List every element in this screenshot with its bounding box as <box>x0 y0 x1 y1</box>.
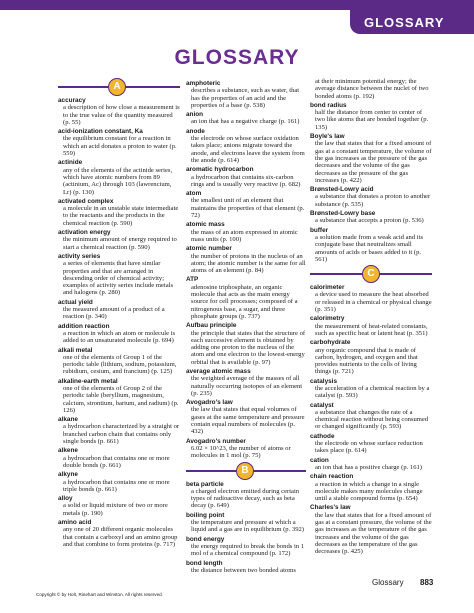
glossary-definition: the principle that states that the structure of each successive element is obtained by adding one proton to the nucleus of the atom and one electron to the lowest-energy orbital that is available (p. 97) <box>191 329 306 366</box>
glossary-term: atomic number <box>186 245 232 253</box>
glossary-entry <box>310 78 432 100</box>
glossary-entry <box>186 190 306 219</box>
glossary-entry <box>58 519 180 548</box>
glossary-term: bond radius <box>310 101 347 109</box>
glossary-column-2 <box>186 78 306 608</box>
glossary-entry <box>186 111 306 126</box>
glossary-definition: describes a substance, such as water, that has the properties of an acid and the properties of a base (p. 538) <box>191 87 300 109</box>
glossary-entry <box>58 97 180 126</box>
glossary-term: addition reaction <box>58 322 110 330</box>
section-letter-divider <box>58 78 180 94</box>
glossary-term: bond energy <box>186 535 225 543</box>
glossary-definition: adenosine triphosphate, an organic molecule that acts as the main energy source for cell processes; composed of a nitrogenous base, a sugar, and three phosphate groups (p. 737) <box>191 283 298 320</box>
glossary-definition: a hydrocarbon that contains six-carbon rings and is usually very reactive (p. 682) <box>191 173 301 188</box>
glossary-entry <box>186 512 306 534</box>
glossary-definition: a solution made from a weak acid and its conjugate base that neutralizes small amounts of acids or bases added to it (p. 561) <box>315 233 424 263</box>
glossary-definition: a charged electron emitted during certain types of radioactive decay, such as beta decay (p. 649) <box>191 487 300 510</box>
glossary-definition: the number of protons in the nucleus of an atom; the atomic number is the same for all atoms of an element (p. 84) <box>191 252 306 275</box>
glossary-term: alkane <box>58 416 78 424</box>
glossary-term: Brønsted-Lowry acid <box>310 186 374 194</box>
glossary-entry <box>186 166 306 188</box>
glossary-term: Aufbau principle <box>186 322 237 330</box>
glossary-definition: the distance between two bonded atoms <box>191 566 296 574</box>
glossary-entry <box>186 322 306 366</box>
glossary-term: atomic mass <box>186 221 225 229</box>
glossary-entry <box>58 159 180 195</box>
glossary-definition: an ion that has a negative charge (p. 161) <box>191 118 300 126</box>
glossary-term: activation energy <box>58 229 111 237</box>
glossary-entry <box>310 378 432 400</box>
glossary-entry <box>58 198 180 227</box>
glossary-entry <box>58 347 180 376</box>
glossary-entry <box>186 221 306 243</box>
glossary-entry <box>310 315 432 337</box>
glossary-term: activity series <box>58 252 101 260</box>
glossary-definition: a device used to measure the heat absorbed or released in a chemical or physical change (p. 351) <box>315 291 432 314</box>
glossary-definition: any one of 20 different organic molecules that contain a carboxyl and an amino group and that combine to form proteins (p. 717) <box>63 526 178 548</box>
glossary-entry <box>310 402 432 431</box>
glossary-definition: the acceleration of a chemical reaction by a catalyst (p. 593) <box>315 384 430 400</box>
glossary-term: ATP <box>186 276 199 284</box>
glossary-term: calorimetry <box>310 315 345 323</box>
glossary-term: Charles's law <box>310 504 351 512</box>
glossary-entry <box>310 457 432 472</box>
glossary-term: alloy <box>58 495 73 503</box>
glossary-definition: the equilibrium constant for a reaction in which an acid donates a proton to water (p. 559) <box>63 135 177 158</box>
glossary-definition: a reaction in which a change in a single molecule makes many molecules change until a stable compound forms (p. 654) <box>315 480 423 503</box>
glossary-term: atom <box>186 190 202 198</box>
glossary-definition: the weighted average of the masses of all naturally occurring isotopes of an element (p. 235) <box>191 375 303 397</box>
header-tab: GLOSSARY <box>350 10 474 34</box>
glossary-term: catalyst <box>310 401 334 409</box>
glossary-definition: the measured amount of a product of a reaction (p. 340) <box>63 306 165 321</box>
glossary-definition: a substance that changes the rate of a chemical reaction without being consumed or changed significantly (p. 593) <box>315 408 429 431</box>
glossary-definition: a hydrocarbon that contains one or more double bonds (p. 661) <box>63 454 170 469</box>
glossary-term: alkali metal <box>58 346 93 354</box>
glossary-definition: a molecule in an unstable state intermediate to the reactants and the products in the chemical reaction (p. 590) <box>63 205 179 227</box>
glossary-entry <box>186 368 306 397</box>
glossary-definition: the measurement of heat-related constants, such as specific heat or latent heat (p. 351) <box>315 322 428 337</box>
glossary-entry <box>186 245 306 274</box>
glossary-term: activated complex <box>58 197 114 205</box>
glossary-term: acid-ionization constant, Ka <box>58 128 143 136</box>
section-letter-divider <box>310 265 432 281</box>
glossary-definition: any organic compound that is made of carbon, hydrogen, and oxygen and that provides nutrients to the cells of living things (p. 721) <box>315 346 418 376</box>
glossary-term: Avogadro's law <box>186 399 233 407</box>
glossary-definition: a hydrocarbon that contains one or more triple bonds (p. 661) <box>63 478 170 493</box>
glossary-entry <box>58 229 180 251</box>
glossary-term: cation <box>310 456 329 464</box>
glossary-definition: 6.02 × 10^23, the number of atoms or molecules in 1 mol (p. 75) <box>191 444 291 460</box>
section-letter-badge: B <box>236 462 254 480</box>
glossary-entry <box>58 128 180 157</box>
glossary-term: accuracy <box>58 97 86 104</box>
glossary-term: chain reaction <box>310 473 354 481</box>
page-title: GLOSSARY <box>174 46 300 69</box>
glossary-definition: the law that states that for a fixed amount of gas at a constant pressure, the volume of the gas increases as the temperature of the gas increases and the volume of the gas decreases as the temperature of the gas decreases (p. 425) <box>315 511 432 556</box>
glossary-entry <box>310 284 432 313</box>
copyright-notice: Copyright © by Holt, Rinehart and Winston. All rights reserved. <box>36 592 163 597</box>
glossary-entry <box>310 504 432 555</box>
glossary-term: bond length <box>186 559 223 567</box>
glossary-term: amino acid <box>58 519 92 527</box>
glossary-entry <box>186 128 306 164</box>
glossary-entry <box>310 210 432 225</box>
glossary-definition: a hydrocarbon characterized by a straight or branched carbon chain that contains only single bonds (p. 661) <box>63 423 180 446</box>
section-letter-badge: C <box>362 265 380 283</box>
page-number: 883 <box>420 578 434 587</box>
glossary-term: cathode <box>310 432 335 440</box>
glossary-term: Boyle's law <box>310 133 345 141</box>
glossary-entry <box>186 80 306 109</box>
top-accent-bar <box>0 0 474 10</box>
glossary-entry <box>58 299 180 321</box>
section-letter-divider <box>186 462 306 478</box>
glossary-entry <box>58 378 180 414</box>
glossary-definition: a substance that accepts a proton (p. 536) <box>315 217 424 225</box>
glossary-definition: any of the elements of the actinide series, which have atomic numbers from 89 (actinium, Ac) through 103 (lawrencium, Lr) (p. 130) <box>63 166 173 196</box>
glossary-definition: a solid or liquid mixture of two or more metals (p. 190) <box>63 502 168 517</box>
glossary-term: catalysis <box>310 377 338 385</box>
glossary-term: Brønsted-Lowry base <box>310 210 376 218</box>
glossary-term: anion <box>186 111 204 119</box>
glossary-definition: one of the elements of Group 2 of the periodic table (beryllium, magnesium, calcium, strontium, barium, and radium) (p. 126) <box>63 384 179 414</box>
glossary-term: buffer <box>310 226 329 234</box>
glossary-entry <box>58 447 180 469</box>
glossary-entry <box>310 339 432 375</box>
glossary-term: alkyne <box>58 471 78 479</box>
glossary-entry <box>186 481 306 510</box>
footer-label: Glossary <box>372 578 404 587</box>
glossary-definition: the minimum amount of energy required to start a chemical reaction (p. 590) <box>63 236 177 251</box>
glossary-term: aromatic hydrocarbon <box>186 166 254 174</box>
glossary-term: average atomic mass <box>186 367 251 375</box>
section-letter-badge: A <box>108 78 126 96</box>
glossary-term: carbohydrate <box>310 339 351 347</box>
glossary-entry <box>58 253 180 297</box>
glossary-column-1 <box>58 76 180 606</box>
glossary-entry <box>186 276 306 320</box>
glossary-entry <box>310 133 432 184</box>
glossary-term: Avogadro's number <box>186 437 246 445</box>
glossary-term: alkene <box>58 447 78 455</box>
glossary-entry <box>310 473 432 502</box>
glossary-definition: a substance that donates a proton to another substance (p. 535) <box>315 193 431 208</box>
glossary-definition: the law that states that for a fixed amount of gas at a constant temperature, the volume of the gas increases as the pressure of the gas decreases and the volume of the gas decreases as the pressure of the gas increases (p. 422) <box>315 140 432 184</box>
glossary-entry <box>58 495 180 517</box>
glossary-definition: the electrode on whose surface oxidation takes place; anions migrate toward the anode, and electrons leave the system from the anode (p. 614) <box>191 135 305 164</box>
glossary-definition: the temperature and pressure at which a liquid and a gas are in equilibrium (p. 392) <box>191 519 304 534</box>
glossary-term: calorimeter <box>310 284 345 292</box>
glossary-entry <box>310 102 432 131</box>
glossary-definition: the mass of an atom expressed in atomic mass units (p. 100) <box>191 228 298 243</box>
glossary-definition: the smallest unit of an element that maintains the properties of that element (p. 72) <box>191 197 305 220</box>
glossary-entry <box>58 471 180 493</box>
glossary-entry <box>186 560 306 575</box>
glossary-definition: the electrode on whose surface reduction takes place (p. 614) <box>315 440 423 455</box>
glossary-term: boiling point <box>186 511 225 519</box>
glossary-entry <box>58 323 180 345</box>
glossary-term: actinide <box>58 159 83 167</box>
glossary-definition: the energy required to break the bonds in 1 mol of a chemical compound (p. 172) <box>191 542 305 558</box>
glossary-definition: the law that states that equal volumes of gases at the same temperature and pressure contain equal numbers of molecules (p. 432) <box>191 406 305 436</box>
glossary-term: alkaline-earth metal <box>58 377 118 385</box>
glossary-definition: one of the elements of Group 1 of the periodic table (lithium, sodium, potassium, rubidium, cesium, and francium) (p. 125) <box>63 353 177 376</box>
glossary-term: amphoteric <box>186 80 221 87</box>
glossary-term: anode <box>186 127 205 135</box>
glossary-definition: a reaction in which an atom or molecule is added to an unsaturated molecule (p. 694) <box>63 329 176 345</box>
glossary-term: actual yield <box>58 298 93 306</box>
glossary-term: beta particle <box>186 480 224 488</box>
glossary-entry <box>186 536 306 558</box>
glossary-entry <box>58 416 180 445</box>
glossary-entry <box>310 433 432 455</box>
glossary-definition: an ion that has a positive charge (p. 161) <box>315 463 422 471</box>
glossary-definition: a series of elements that have similar properties and that are arranged in descending order of chemical activity; examples of activity series include metals and halogens (p. 280) <box>63 260 174 297</box>
glossary-column-3 <box>310 78 432 558</box>
glossary-definition: half the distance from center to center of two like atoms that are bonded together (p. 135) <box>315 109 429 131</box>
glossary-definition: at their minimum potential energy; the average distance between the nuclei of two bonded atoms (p. 192) <box>315 78 429 100</box>
glossary-entry <box>186 399 306 435</box>
glossary-definition: a description of how close a measurement is to the true value of the quantity measured (p. 55) <box>63 104 180 126</box>
glossary-entry <box>310 186 432 208</box>
glossary-entry <box>310 227 432 263</box>
glossary-entry <box>186 438 306 460</box>
